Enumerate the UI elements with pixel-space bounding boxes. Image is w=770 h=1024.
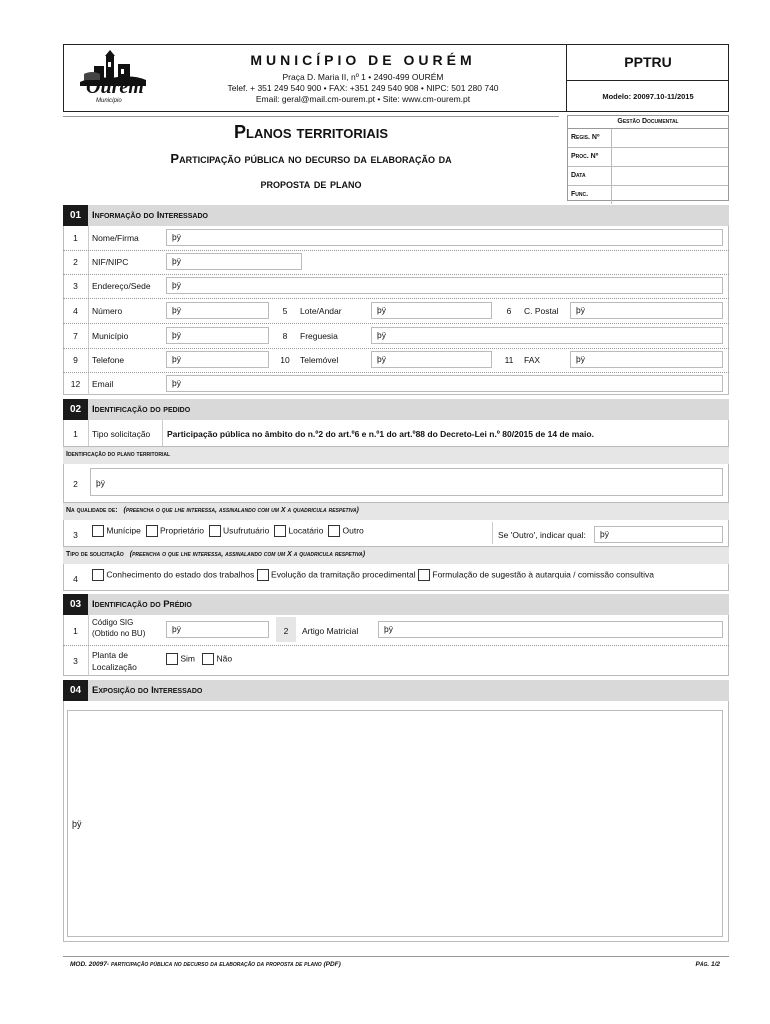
lote-field[interactable]: þÿ	[371, 302, 492, 319]
lote-label: Lote/Andar	[300, 306, 342, 316]
usufrutuario-checkbox[interactable]	[209, 525, 221, 537]
municipality-name: MUNICÍPIO DE OURÉM	[250, 52, 476, 68]
freguesia-label: Freguesia	[300, 331, 338, 341]
row-number: 5	[282, 306, 288, 316]
mobile-field[interactable]: þÿ	[371, 351, 492, 368]
qualidade-label: Na qualidade de:	[66, 507, 118, 514]
row-number: 1	[73, 233, 78, 243]
phones: Telef. + 351 249 540 900 • FAX: +351 249 540 908 • NIPC: 501 280 740	[227, 83, 499, 93]
usufrutuario-label: Usufrutuário	[223, 525, 270, 536]
qualidade-hint: (preencha o que lhe interessa, assinalando com um X a quadricula respetiva)	[123, 507, 359, 514]
footer-rule	[63, 956, 729, 957]
row-number: 9	[73, 355, 78, 365]
municipio-field[interactable]: þÿ	[166, 327, 269, 344]
func-field[interactable]	[612, 186, 728, 204]
address: Praça D. Maria II, nº 1 • 2490-499 OURÉM	[282, 72, 444, 82]
page-title: Planos territoriais	[234, 122, 388, 142]
fax-label: FAX	[524, 355, 541, 365]
locatario-checkbox[interactable]	[274, 525, 286, 537]
tipo-heading	[66, 551, 365, 558]
outro-indicate-label: Se 'Outro', indicar qual:	[498, 530, 586, 540]
section-03-number: 03	[63, 594, 88, 615]
proc-label: Proc. Nº	[568, 148, 612, 166]
section-02-number: 02	[63, 399, 88, 420]
row-divider	[63, 372, 729, 373]
email-label: Email	[92, 379, 114, 389]
row-divider	[63, 250, 729, 251]
evolucao-checkbox[interactable]	[257, 569, 269, 581]
gestao-box	[567, 115, 729, 201]
row-number: 3	[73, 281, 78, 291]
sig-label	[92, 617, 145, 639]
row-divider	[63, 298, 729, 299]
tipo-value: Participação pública no âmbito do n.º2 do art.º6 e n.º1 do art.º88 do Decreto-Lei n.º 80/2015 de 14 de maio.	[167, 429, 594, 439]
func-label: Func.	[568, 186, 612, 204]
municipe-label: Munícipe	[106, 525, 141, 536]
tipo-heading-hint: (preencha o que lhe interessa, assinalando com um X a quadricula respetiva)	[129, 551, 366, 558]
number-label: Número	[92, 306, 123, 316]
planta-label-b: Localização	[92, 662, 137, 672]
regis-label: Regis. Nº	[568, 129, 612, 147]
section-01-title: Informação do Interessado	[92, 210, 208, 221]
row-number: 10	[280, 355, 290, 365]
sig-label-a: Código SIG	[92, 618, 134, 627]
section-04-number: 04	[63, 680, 88, 701]
qualidade-heading	[66, 507, 359, 514]
footer-desc: participação pública no decurso da elaboração da proposta de plano (PDF)	[111, 961, 341, 968]
sim-checkbox[interactable]	[166, 653, 178, 665]
artigo-label: Artigo Matricial	[302, 626, 359, 636]
tipo-col-line	[162, 420, 163, 446]
row-number: 11	[504, 355, 514, 365]
address-label: Endereço/Sede	[92, 281, 151, 291]
section-01-num-col	[88, 226, 89, 395]
sim-label: Sim	[180, 653, 196, 664]
num-col-line	[88, 420, 89, 446]
section-02-title: Identificação do pedido	[92, 404, 191, 415]
data-label: Data	[568, 167, 612, 185]
row-number: 3	[73, 530, 78, 540]
name-field[interactable]: þÿ	[166, 229, 723, 246]
proc-field[interactable]	[612, 148, 728, 166]
mobile-label: Telemóvel	[300, 355, 339, 365]
outro-checkbox[interactable]	[328, 525, 340, 537]
row-number: 4	[73, 574, 78, 584]
freguesia-field[interactable]: þÿ	[371, 327, 723, 344]
nao-checkbox[interactable]	[202, 653, 214, 665]
address-field[interactable]: þÿ	[166, 277, 723, 294]
row-divider	[63, 348, 729, 349]
formulacao-checkbox[interactable]	[418, 569, 430, 581]
locatario-label: Locatário	[288, 525, 324, 536]
row-number: 2	[73, 479, 78, 489]
municipio-label: Município	[92, 331, 129, 341]
row-number: 2	[283, 626, 289, 636]
contacts: Email: geral@mail.cm-ourem.pt • Site: www.cm-ourem.pt	[255, 94, 471, 104]
tipo-label: Tipo solicitação	[92, 429, 151, 439]
formulacao-label: Formulação de sugestão à autarquia / comissão consultiva	[432, 569, 654, 580]
planta-label-a: Planta de	[92, 650, 128, 660]
footer-mod: MOD. 20097-	[70, 961, 110, 968]
fax-field[interactable]: þÿ	[570, 351, 723, 368]
page-number: Pág. 1/2	[695, 961, 720, 968]
data-field[interactable]	[612, 167, 728, 185]
row-number: 6	[506, 306, 512, 316]
conhecimento-checkbox[interactable]	[92, 569, 104, 581]
row-number: 8	[282, 331, 288, 341]
planta-options	[166, 653, 232, 665]
exposicao-field[interactable]	[67, 710, 723, 937]
footer-text	[70, 961, 341, 968]
logo-text: Ourém	[86, 76, 144, 98]
model-number: Modelo: 20097.10-11/2015	[602, 92, 694, 101]
title-top-rule	[63, 116, 559, 117]
outro-separator	[492, 522, 493, 544]
row-number: 12	[70, 379, 81, 389]
postal-label: C. Postal	[524, 306, 559, 316]
row-number: 2	[73, 257, 78, 267]
qualidade-options	[92, 525, 364, 537]
page-subtitle-2: proposta de plano	[260, 176, 362, 191]
email-field[interactable]: þÿ	[166, 375, 723, 392]
outro-field[interactable]: þÿ	[594, 526, 723, 543]
form-code: PPTRU	[624, 54, 672, 70]
proprietario-checkbox[interactable]	[146, 525, 158, 537]
row-number: 7	[73, 331, 78, 341]
row-divider	[63, 274, 729, 275]
evolucao-label: Evolução da tramitação procedimental	[271, 569, 416, 580]
logo-sub: Município	[96, 98, 122, 104]
row-number: 1	[73, 429, 78, 439]
plano-field[interactable]: þÿ	[90, 468, 723, 496]
row-number: 3	[73, 656, 78, 666]
gestao-heading: Gestão Documental	[568, 116, 728, 129]
page-subtitle-1: Participação pública no decurso da elaboração da	[170, 151, 452, 166]
row-divider	[63, 645, 729, 646]
nao-label: Não	[216, 653, 233, 664]
regis-field[interactable]	[612, 129, 728, 147]
municipe-checkbox[interactable]	[92, 525, 104, 537]
sig-label-b: (Obtido no BU)	[92, 629, 146, 638]
number-field[interactable]: þÿ	[166, 302, 269, 319]
planta-label	[92, 649, 137, 673]
nif-field[interactable]: þÿ	[166, 253, 302, 270]
name-label: Nome/Firma	[92, 233, 139, 243]
conhecimento-label: Conhecimento do estado dos trabalhos	[106, 569, 255, 580]
sig-field[interactable]: þÿ	[166, 621, 269, 638]
outro-label: Outro	[342, 525, 364, 536]
proprietario-label: Proprietário	[159, 525, 204, 536]
exposicao-placeholder: þÿ	[72, 819, 82, 829]
row-number: 4	[73, 306, 78, 316]
tipo-heading-label: Tipo de solicitação	[66, 551, 124, 558]
phone-label: Telefone	[92, 355, 125, 365]
postal-field[interactable]: þÿ	[570, 302, 723, 319]
section-03-title: Identificação do Prédio	[92, 599, 192, 610]
plano-heading: Identificação do plano territorial	[66, 451, 171, 458]
row-divider	[63, 323, 729, 324]
tipo-options	[92, 569, 654, 581]
section-04-title: Exposição do Interessado	[92, 685, 203, 696]
artigo-field[interactable]: þÿ	[378, 621, 723, 638]
phone-field[interactable]: þÿ	[166, 351, 269, 368]
municipality-logo	[72, 48, 152, 106]
header-code-divider	[566, 80, 729, 81]
section-01-number: 01	[63, 205, 88, 226]
row-number: 1	[73, 626, 78, 636]
nif-label: NIF/NIPC	[92, 257, 129, 267]
